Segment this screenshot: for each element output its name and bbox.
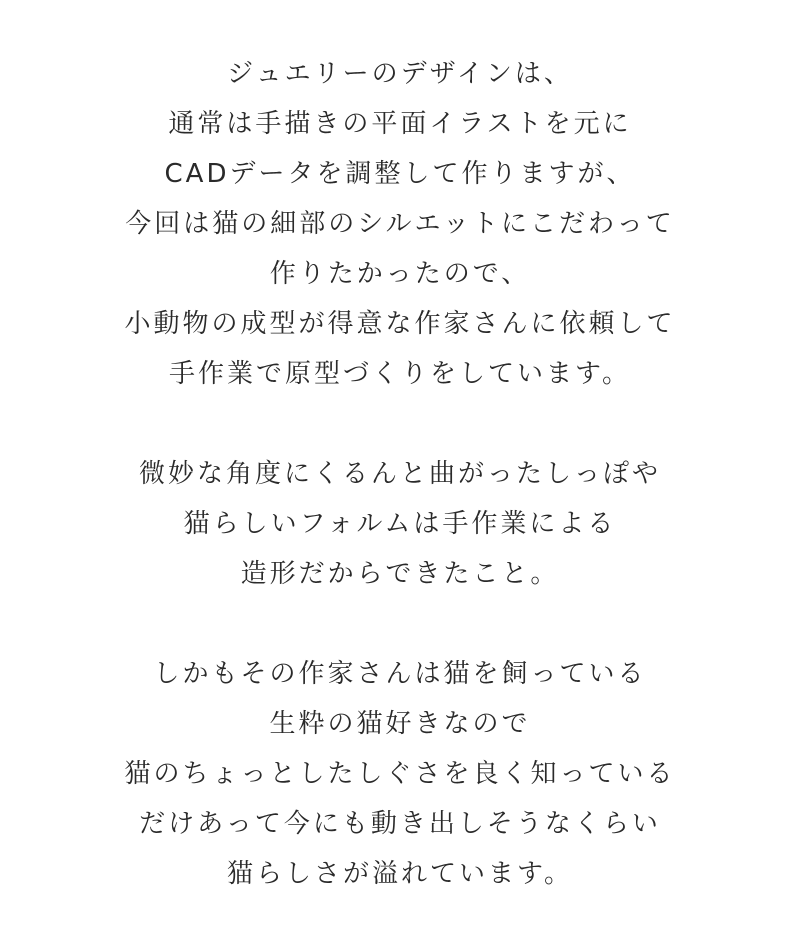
text-line: 造形だからできたこと。 (240, 559, 560, 589)
text-line: 通常は手描きの平面イラストを元に (168, 109, 632, 139)
text-line: 微妙な角度にくるんと曲がったしっぽや (138, 459, 661, 489)
text-line: 手作業で原型づくりをしています。 (169, 359, 631, 389)
paragraph-design-process (0, 49, 800, 399)
text-line: 今回は猫の細部のシルエットにこだわって (125, 209, 675, 239)
text-line: 小動物の成型が得意な作家さんに依頼して (124, 309, 676, 339)
paragraph-cat-lover-artist (0, 649, 800, 899)
text-line: 猫らしさが溢れています。 (227, 859, 573, 889)
text-line: ジュエリーのデザインは、 (227, 59, 573, 89)
text-line: 生粋の猫好きなので (269, 709, 531, 739)
text-line: 作りたかったので、 (269, 259, 531, 289)
text-line: 猫のちょっとしたしぐさを良く知っている (124, 759, 676, 789)
paragraph-handmade-form (0, 449, 800, 599)
text-line: CADデータを調整して作りますが、 (164, 159, 636, 189)
text-line: 猫らしいフォルムは手作業による (183, 509, 617, 539)
text-line: だけあって今にも動き出しそうなくらい (139, 809, 661, 839)
text-line: しかもその作家さんは猫を飼っている (153, 659, 647, 689)
